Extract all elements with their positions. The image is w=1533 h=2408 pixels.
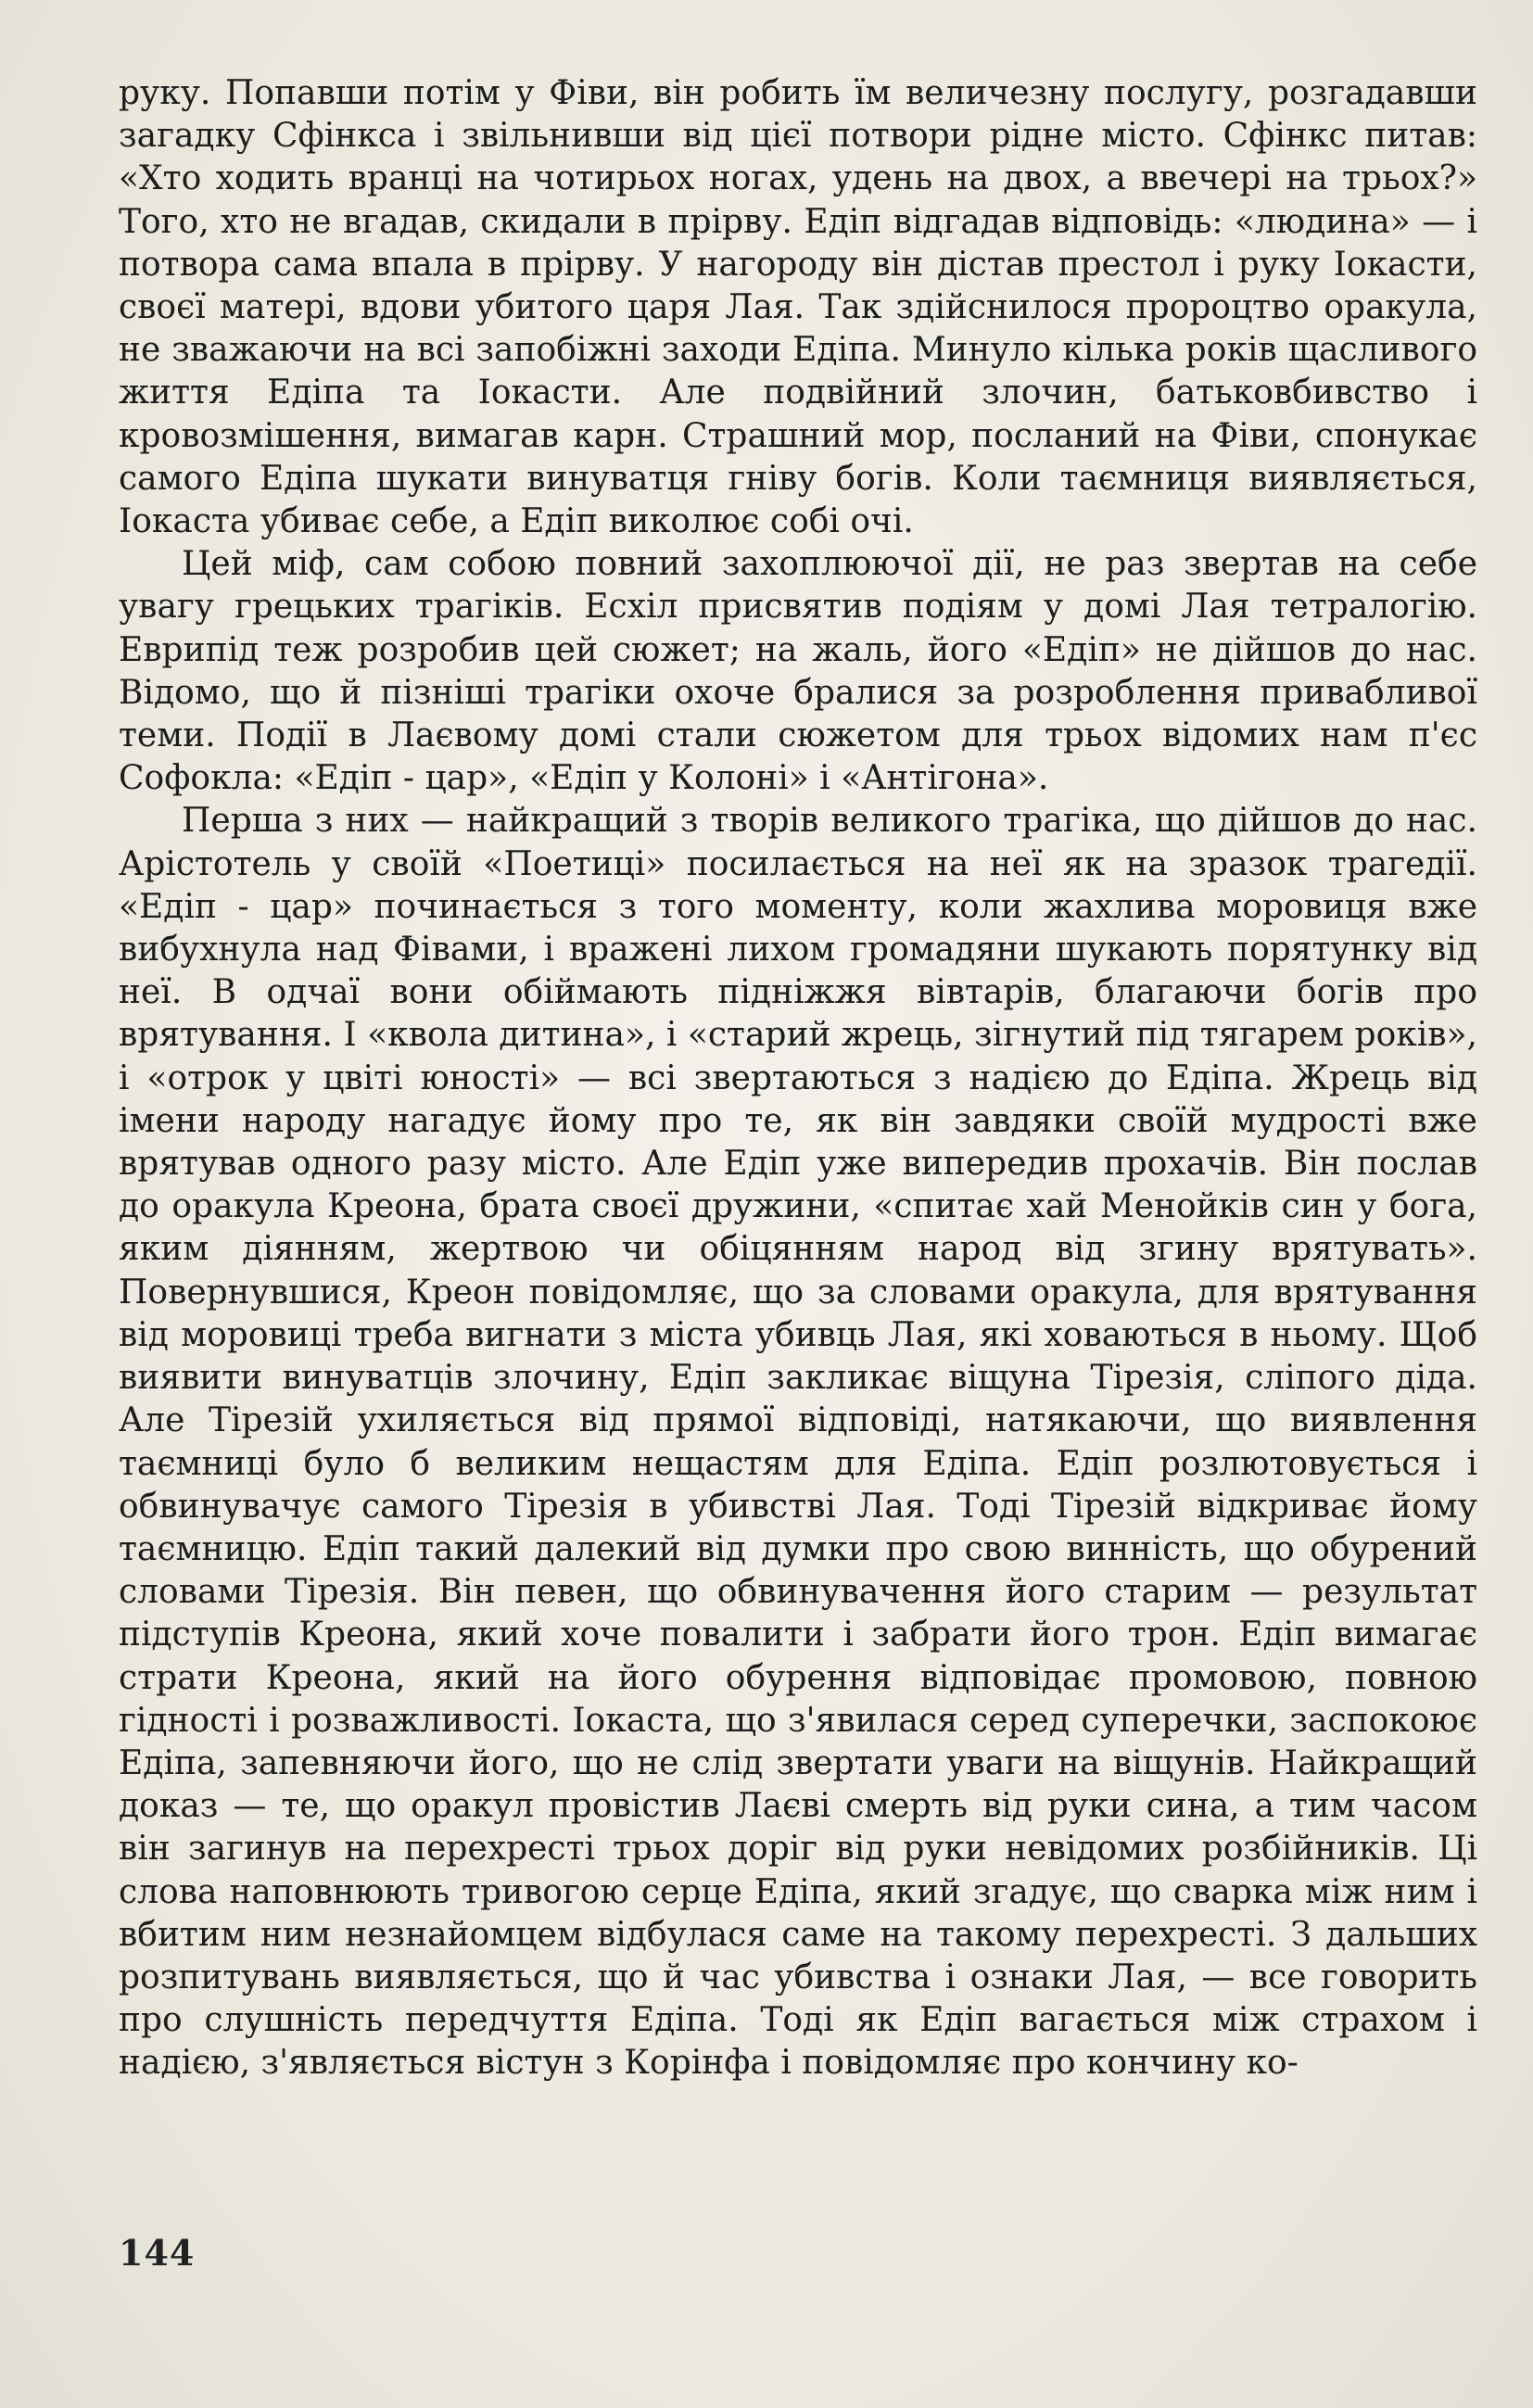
paragraph-1: руку. Попавши потім у Фіви, він робить їм величезну послугу, розгадавши загадку Сфінкса і звільнивши від цієї потвори рідне місто. Сфінкс питав: «Хто ходить вранці на чотирьох ногах, удень на двох, а ввечері на трьох?» Того, хто не вгадав, скидали в прірву. Едіп відгадав відповідь: «людина» — і потвора сама впала в прірву. У нагороду він дістав престол і руку Іокасти, своєї матері, вдови убитого царя Лая. Так здійснилося пророцтво оракула, не зважаючи на всі запобіжні заходи Едіпа. Минуло кілька років щасливого життя Едіпа та Іокасти. Але подвійний злочин, батьковбивство і кровозмішення, вимагав карн. Страшний мор, посланий на Фіви, спонукає самого Едіпа шукати винуватця гніву богів. Коли таємниця виявляється, Іокаста убиває себе, а Едіп виколює собі очі. <box>119 74 1477 541</box>
paragraph-3: Перша з них — найкращий з творів великого трагіка, що дійшов до нас. Арістотель у своїй «Поетиці» посилається на неї як на зразок трагедії. «Едіп - цар» починається з того моменту, коли жахлива моровиця вже вибухнула над Фівами, і вражені лихом громадяни шукають порятунку від неї. В одчаї вони обіймають підніжжя вівтарів, благаючи богів про врятування. І «квола дитина», і «старий жрець, зігнутий під тягарем років», і «отрок у цвіті юності» — всі звертаються з надією до Едіпа. Жрець від імени народу нагадує йому про те, як він завдяки своїй мудрості вже врятував одного разу місто. Але Едіп уже випередив прохачів. Він послав до оракула Креона, брата своєї дружини, «спитає хай Менойків син у бога, яким діянням, жертвою чи обіцянням народ від згину врятувать». Повернувшися, Креон повідомляє, що за словами оракула, для врятування від моровиці треба вигнати з міста убивць Лая, які ховаються в ньому. Щоб виявити винуватців злочину, Едіп закликає віщуна Тірезія, сліпого діда. Але Тірезій ухиляється від прямої відповіді, натякаючи, що виявлення таємниці було б великим нещастям для Едіпа. Едіп розлютовується і обвинувачує самого Тірезія в убивстві Лая. Тоді Тірезій відкриває йому таємницю. Едіп такий далекий від думки про свою винність, що обурений словами Тірезія. Він певен, що обвинувачення його старим — результат підступів Креона, який хоче повалити і забрати його трон. Едіп вимагає страти Креона, який на його обурення відповідає промовою, повною гідності і розважливості. Іокаста, що з'явилася серед суперечки, заспокоює Едіпа, запевняючи його, що не слід звертати уваги на віщунів. Найкращий доказ — те, що оракул провістив Лаєві смерть від руки сина, а тим часом він загинув на перехресті трьох доріг від руки невідомих розбійників. Ці слова наповнюють тривогою серце Едіпа, який згадує, що сварка між ним і вбитим ним незнайомцем відбулася саме на такому перехресті. З дальших розпитувань виявляється, що й час убивства і ознаки Лая, — все говорить про слушність передчуття Едіпа. Тоді як Едіп вагається між страхом і надією, з'являється вістун з Корінфа і повідомляє про кончину ко- <box>119 802 1477 2083</box>
body-text <box>119 72 1477 2085</box>
page-number: 144 <box>119 2232 196 2274</box>
paragraph-2: Цей міф, сам собою повний захоплюючої дії, не раз звертав на себе увагу грецьких трагіків. Есхіл присвятив подіям у домі Лая тетралогію. Еврипід теж розробив цей сюжет; на жаль, його «Едіп» не дійшов до нас. Відомо, що й пізніші трагіки охоче бралися за розроблення привабливої теми. Події в Лаєвому домі стали сюжетом для трьох відомих нам п'єс Софокла: «Едіп - цар», «Едіп у Колоні» і «Антігона». <box>119 545 1477 798</box>
